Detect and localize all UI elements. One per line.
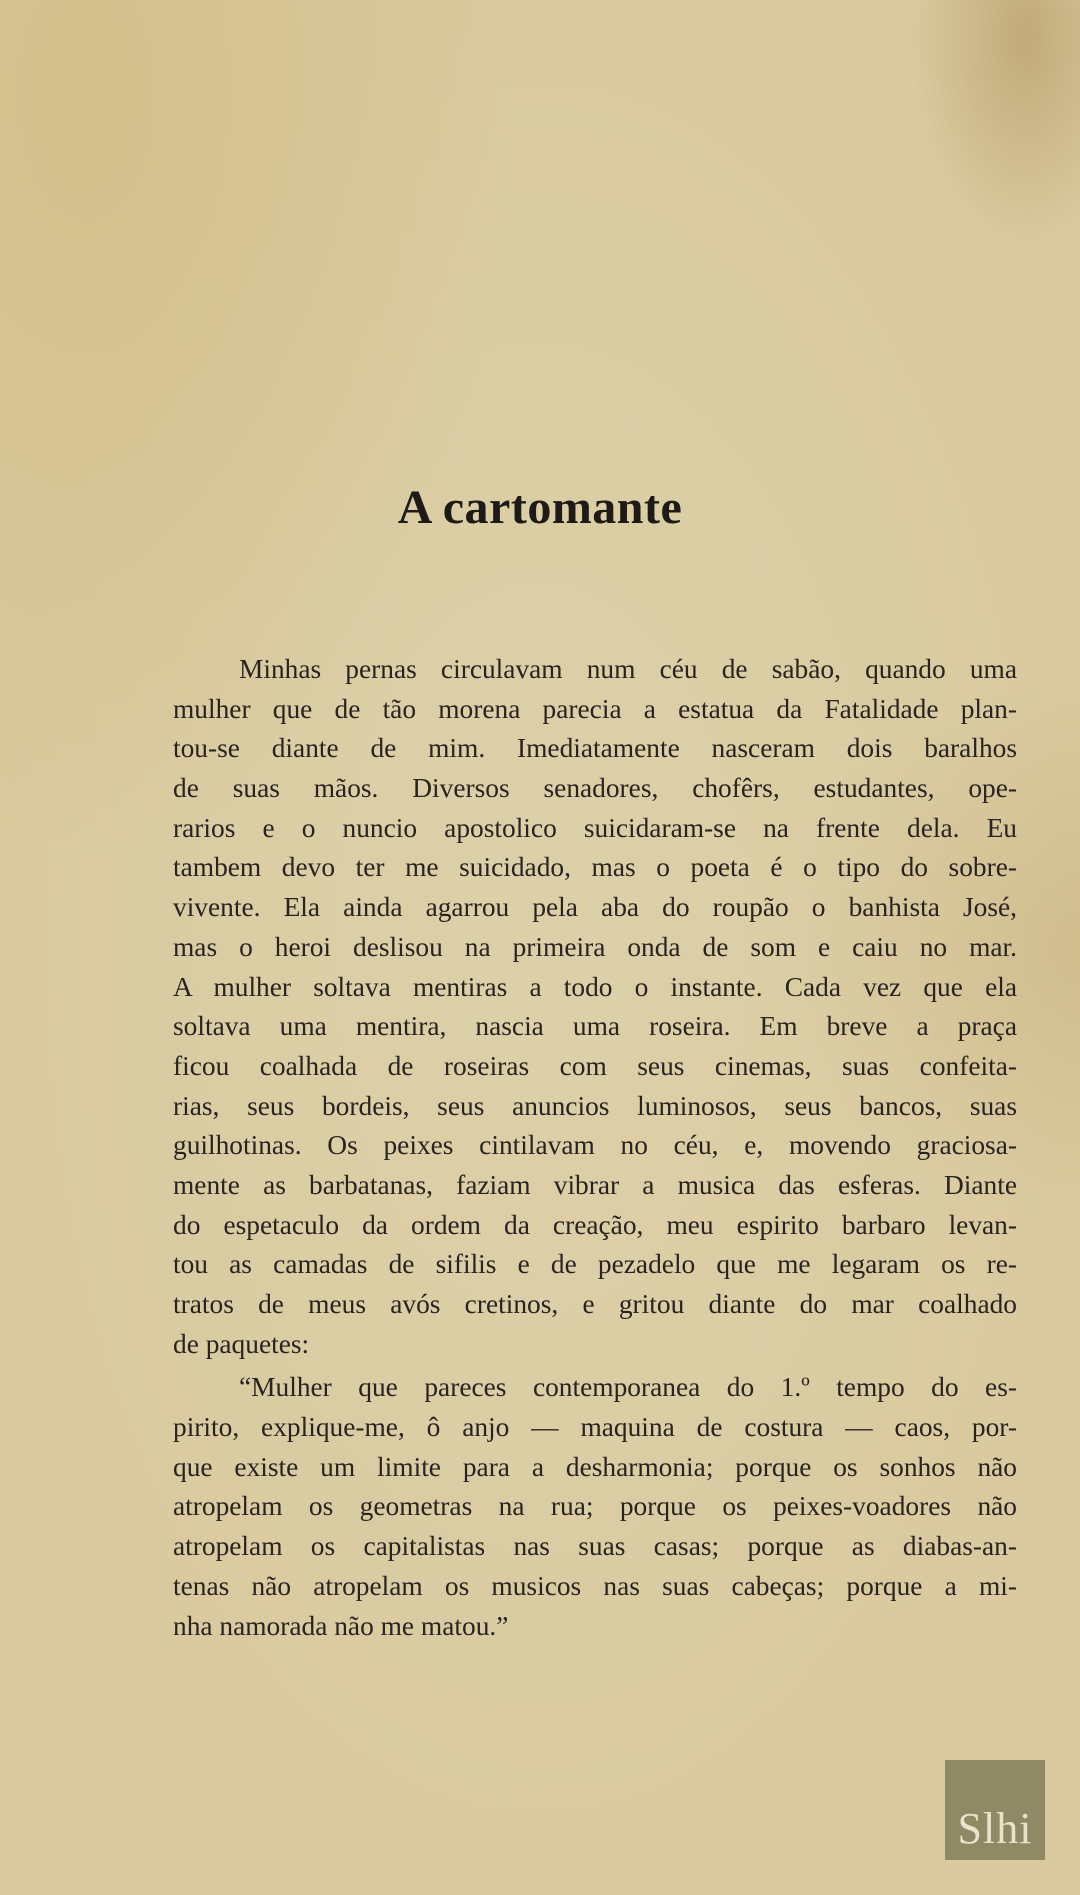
chapter-title: A cartomante bbox=[397, 481, 683, 534]
text-line: de suas mãos. Diversos senadores, chofêrs, estudantes, ope- bbox=[173, 773, 1017, 804]
text-line: ficou coalhada de roseiras com seus cinemas, suas confeita- bbox=[173, 1050, 1017, 1081]
text-line: tenas não atropelam os musicos nas suas cabeças; porque a mi- bbox=[173, 1570, 1017, 1601]
text-line: mente as barbatanas, faziam vibrar a musica das esferas. Diante bbox=[173, 1169, 1017, 1200]
paragraph-2-quote bbox=[173, 1368, 1017, 1646]
text-line: mas o heroi deslisou na primeira onda de som e caiu no mar. bbox=[173, 931, 1017, 962]
text-line: A mulher soltava mentiras a todo o instante. Cada vez que ela bbox=[173, 971, 1017, 1002]
text-line: nha namorada não me matou.” bbox=[173, 1610, 509, 1641]
text-line: atropelam os geometras na rua; porque os peixes-voadores não bbox=[173, 1491, 1017, 1522]
text-line: tambem devo ter me suicidado, mas o poeta é o tipo do sobre- bbox=[173, 852, 1017, 883]
text-line: rarios e o nuncio apostolico suicidaram-se na frente dela. Eu bbox=[173, 812, 1017, 843]
text-line: mulher que de tão morena parecia a estatua da Fatalidade plan- bbox=[173, 693, 1017, 724]
text-line: de paquetes: bbox=[173, 1328, 310, 1359]
library-watermark-logo: Slhi bbox=[945, 1760, 1045, 1860]
text-line: “Mulher que pareces contemporanea do 1.º tempo do es- bbox=[239, 1372, 1017, 1403]
text-line: que existe um limite para a desharmonia; porque os sonhos não bbox=[173, 1451, 1017, 1482]
text-line: vivente. Ela ainda agarrou pela aba do roupão o banhista José, bbox=[173, 892, 1017, 923]
text-line: tou-se diante de mim. Imediatamente nasceram dois baralhos bbox=[173, 733, 1017, 764]
text-line: rias, seus bordeis, seus anuncios luminosos, seus bancos, suas bbox=[173, 1090, 1017, 1121]
text-line: tou as camadas de sifilis e de pezadelo que me legaram os re- bbox=[173, 1249, 1017, 1280]
text-line: guilhotinas. Os peixes cintilavam no céu, e, movendo graciosa- bbox=[173, 1130, 1017, 1161]
text-line: pirito, explique-me, ô anjo — maquina de costura — caos, por- bbox=[173, 1412, 1017, 1443]
text-line: soltava uma mentira, nascia uma roseira. Em breve a praça bbox=[173, 1011, 1017, 1042]
body-text bbox=[173, 650, 1017, 1646]
text-line: Minhas pernas circulavam num céu de sabão, quando uma bbox=[239, 654, 1017, 684]
text-line: tratos de meus avós cretinos, e gritou diante do mar coalhado bbox=[173, 1289, 1017, 1319]
text-line: atropelam os capitalistas nas suas casas; porque as diabas-an- bbox=[173, 1531, 1017, 1562]
text-line: do espetaculo da ordem da creação, meu espirito barbaro levan- bbox=[173, 1209, 1017, 1240]
paragraph-1 bbox=[173, 650, 1017, 1364]
